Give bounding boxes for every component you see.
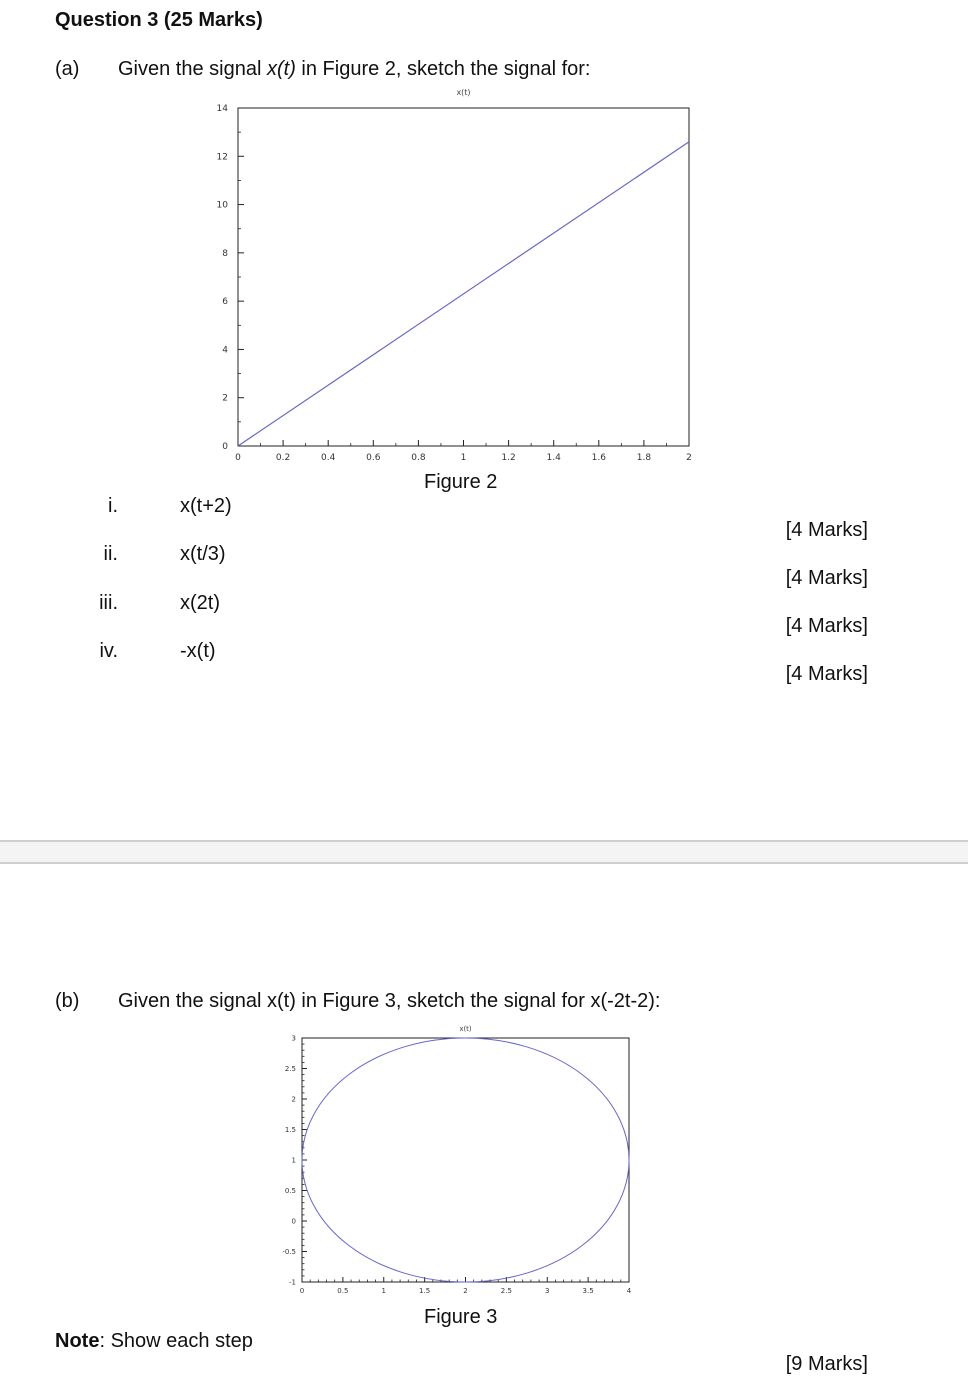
note-text: : Show each step: [99, 1330, 253, 1352]
part-a-prompt-after: in Figure 2, sketch the signal for:: [295, 58, 591, 80]
figure-3-caption: Figure 3: [424, 1306, 498, 1328]
item-number: ii.: [103, 543, 118, 565]
y-tick-label: -0.5: [282, 1247, 296, 1256]
y-tick-label: 6: [222, 297, 228, 308]
series-curve: [302, 1038, 629, 1282]
y-tick-label: 0: [222, 442, 228, 452]
item-marks: [4 Marks]: [785, 519, 868, 541]
page-divider: [0, 840, 968, 864]
item-marks: [4 Marks]: [785, 663, 868, 685]
y-tick-label: 2: [222, 393, 228, 404]
x-tick-label: 0.8: [411, 453, 426, 463]
plot-frame: [302, 1038, 629, 1282]
x-tick-label: 0: [299, 1287, 305, 1295]
y-tick-label: 1: [291, 1156, 296, 1165]
item-number: iv.: [99, 640, 118, 662]
item-expression: x(t/3): [180, 543, 226, 565]
figure-2-caption: Figure 2: [424, 471, 498, 493]
part-b-label: (b): [55, 990, 80, 1012]
x-tick-label: 0.5: [337, 1287, 349, 1295]
plot-frame: [238, 108, 689, 446]
part-a-label: (a): [55, 58, 80, 80]
y-tick-label: 8: [222, 248, 228, 259]
x-tick-label: 1.4: [546, 453, 561, 463]
item-expression: x(2t): [180, 592, 220, 614]
series-line: [238, 142, 689, 446]
y-tick-label: 3: [291, 1034, 296, 1043]
x-tick-label: 2: [463, 1287, 468, 1295]
x-tick-label: 3.5: [582, 1287, 594, 1295]
x-tick-label: 2: [686, 453, 692, 463]
question-title: Question 3 (25 Marks): [55, 9, 263, 31]
y-tick-label: 4: [222, 345, 228, 356]
part-a-prompt-signal: x(t): [266, 58, 296, 80]
y-tick-label: 0: [291, 1217, 296, 1226]
y-tick-label: 12: [216, 152, 228, 163]
chart-title: x(t): [456, 88, 471, 97]
item-marks: [4 Marks]: [785, 567, 868, 589]
x-tick-label: 1.2: [501, 453, 516, 463]
part-b-marks: [9 Marks]: [785, 1353, 868, 1375]
x-tick-label: 0.4: [321, 453, 336, 463]
figure-2-chart: [190, 82, 710, 472]
item-number: iii.: [99, 592, 118, 614]
x-tick-label: 3: [545, 1287, 550, 1295]
x-tick-label: 0: [235, 453, 241, 463]
y-tick-label: -1: [289, 1278, 296, 1287]
item-number: i.: [108, 495, 118, 517]
y-tick-label: 2: [291, 1095, 296, 1104]
part-b-prompt: Given the signal x(t) in Figure 3, sketch the signal for x(-2t-2):: [118, 990, 661, 1012]
x-tick-label: 2.5: [500, 1287, 512, 1295]
item-expression: x(t+2): [180, 495, 232, 517]
y-tick-label: 14: [216, 104, 228, 114]
x-tick-label: 1.6: [591, 453, 606, 463]
figure-3-chart: [270, 1018, 650, 1308]
y-tick-label: 10: [216, 200, 228, 211]
part-a-prompt-before: Given the signal: [118, 58, 267, 80]
x-tick-label: 4: [626, 1287, 632, 1295]
y-tick-label: 1.5: [284, 1125, 296, 1134]
x-tick-label: 1: [460, 453, 467, 463]
x-tick-label: 0.2: [275, 453, 291, 463]
x-tick-label: 0.6: [366, 453, 381, 463]
x-tick-label: 1.8: [636, 453, 652, 463]
x-tick-label: 1.5: [419, 1287, 431, 1295]
item-expression: -x(t): [180, 640, 216, 662]
y-tick-label: 0.5: [284, 1186, 296, 1195]
y-tick-label: 2.5: [284, 1064, 296, 1073]
item-marks: [4 Marks]: [785, 615, 868, 637]
note: [55, 1330, 253, 1353]
x-tick-label: 1: [381, 1287, 386, 1295]
chart-title: x(t): [459, 1025, 472, 1033]
note-label: Note: [55, 1330, 100, 1352]
part-a-prompt: [118, 58, 590, 81]
